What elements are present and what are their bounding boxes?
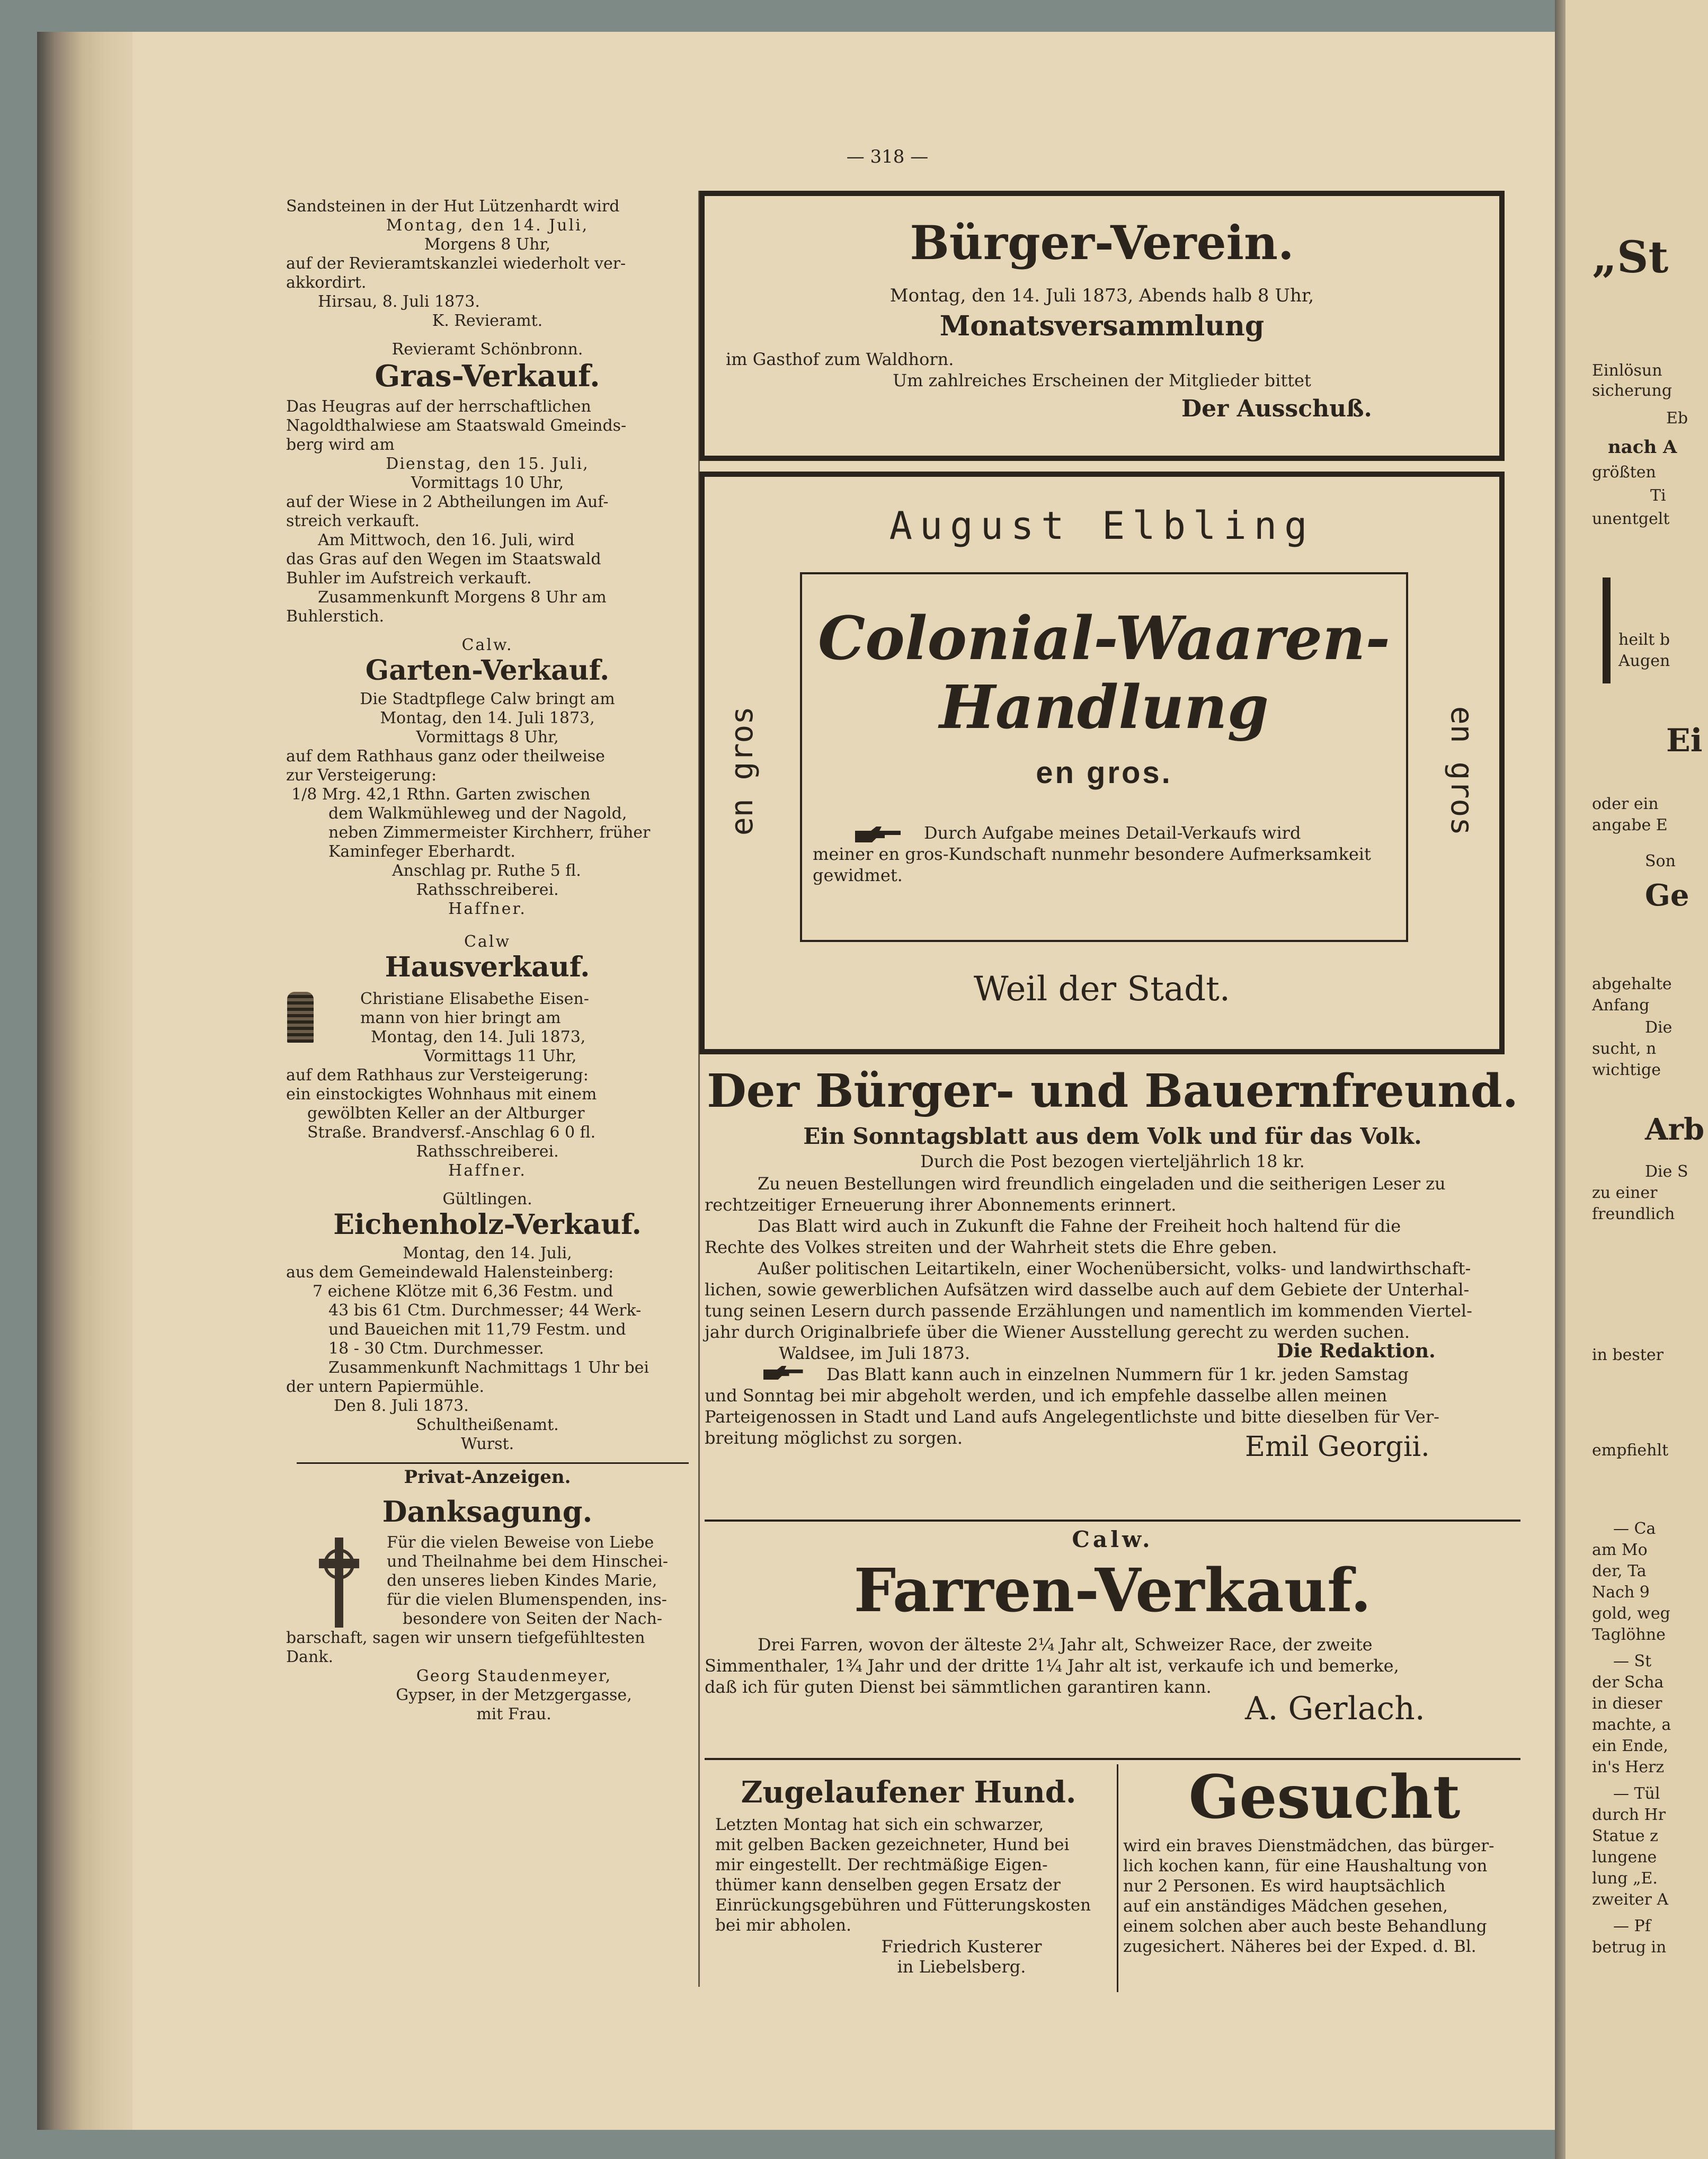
signature: Emil Georgii. — [1245, 1431, 1430, 1463]
signature: Die Redaktion. — [1277, 1340, 1436, 1362]
text-fragment: abgehalte — [1592, 975, 1672, 993]
text-line: Haffner. — [448, 900, 527, 918]
text-line: aus dem Gemeindewald Halensteinberg: — [286, 1263, 614, 1282]
text-fragment: betrug in — [1592, 1938, 1667, 1957]
text-line: 7 eichene Klötze mit 6,36 Festm. und — [313, 1282, 613, 1301]
text-fragment: am Mo — [1592, 1541, 1648, 1559]
text-fragment: sucht, n — [1592, 1039, 1657, 1058]
text-fragment: größten — [1592, 463, 1656, 482]
text-fragment: empfiehlt — [1592, 1441, 1669, 1460]
text-fragment: ein Ende, — [1592, 1737, 1668, 1755]
text-line: für die vielen Blumenspenden, ins- — [387, 1591, 667, 1609]
text-line: zur Versteigerung: — [286, 766, 437, 785]
text-line: auf ein anständiges Mädchen gesehen, — [1123, 1897, 1448, 1916]
signature: Der Ausschuß. — [1181, 395, 1372, 422]
text-fragment: Nach 9 — [1592, 1583, 1650, 1602]
text-line: rechtzeitiger Erneuerung ihrer Abonnements erinnert. — [705, 1195, 1177, 1215]
ad-heading: Eichenholz-Verkauf. — [333, 1209, 642, 1241]
ad-heading: Der Bürger- und Bauernfreund. — [707, 1064, 1518, 1118]
ad-heading: Hausverkauf. — [385, 951, 590, 983]
text-line: breitung möglichst zu sorgen. — [705, 1428, 963, 1448]
cross-icon — [318, 1538, 360, 1628]
text-fragment: nach A — [1608, 437, 1677, 458]
text-line: auf dem Rathhaus ganz oder theilweise — [286, 747, 605, 766]
text-line: Am Mittwoch, den 16. Juli, wird — [318, 531, 575, 549]
text-line: Außer politischen Leitartikeln, einer Wochenübersicht, volks- und landwirthschaft- — [758, 1258, 1471, 1278]
column-divider — [1117, 1764, 1118, 1992]
hund-ad — [705, 1764, 1113, 1992]
text-fragment: Taglöhne — [1592, 1625, 1666, 1644]
text-line: gewölbten Keller an der Altburger — [307, 1104, 585, 1123]
text-fragment: in bester — [1592, 1346, 1663, 1364]
text-line: streich verkauft. — [286, 512, 420, 530]
text-fragment: — Tül — [1613, 1784, 1660, 1803]
text-line: 1/8 Mrg. 42,1 Rthn. Garten zwischen — [291, 785, 591, 804]
text-line: neben Zimmermeister Kirchherr, früher — [328, 823, 651, 842]
ad-subheading: Monatsversammlung — [939, 310, 1265, 342]
text-line: Christiane Elisabethe Eisen- — [360, 990, 589, 1008]
text-line: Um zahlreiches Erscheinen der Mitglieder bittet — [893, 370, 1311, 390]
text-fragment: wichtige — [1592, 1061, 1661, 1079]
text-line: Friedrich Kusterer — [881, 1936, 1042, 1957]
text-line: Parteigenossen in Stadt und Land aufs Angelegentlichste und bitte dieselben für Ver- — [705, 1407, 1439, 1427]
ad-heading: Garten-Verkauf. — [365, 654, 610, 687]
town-name: Weil der Stadt. — [973, 970, 1231, 1009]
text-line: Zu neuen Bestellungen wird freundlich eingeladen und die seitherigen Leser zu — [758, 1174, 1446, 1194]
text-line: barschaft, sagen wir unsern tiefgefühltesten — [286, 1629, 645, 1647]
text-line: 18 - 30 Ctm. Durchmesser. — [328, 1339, 544, 1358]
text-fragment: gold, weg — [1592, 1604, 1670, 1623]
text-fragment: — Ca — [1613, 1520, 1656, 1538]
text-line: auf der Wiese in 2 Abtheilungen im Auf- — [286, 493, 609, 511]
text-line: Das Blatt wird auch in Zukunft die Fahne der Freiheit hoch haltend für die — [758, 1216, 1401, 1236]
text-line: Dank. — [286, 1648, 333, 1666]
text-line: das Gras auf den Wegen im Staatswald — [286, 550, 601, 568]
text-fragment: — Pf — [1613, 1917, 1651, 1935]
text-line: Anschlag pr. Ruthe 5 fl. — [392, 861, 581, 880]
text-line: Den 8. Juli 1873. — [334, 1397, 469, 1415]
text-line: in Liebelsberg. — [897, 1957, 1026, 1977]
text-fragment: heilt b — [1618, 630, 1670, 649]
text-line: Vormittags 11 Uhr, — [424, 1047, 577, 1065]
text-line: dem Walkmühleweg und der Nagold, — [328, 804, 627, 823]
text-fragment: Ti — [1650, 486, 1666, 505]
text-line: Drei Farren, wovon der älteste 2¼ Jahr alt, Schweizer Race, der zweite — [758, 1634, 1373, 1655]
text-line: Sandsteinen in der Hut Lützenhardt wird — [286, 197, 620, 216]
text-line: Hirsau, 8. Juli 1873. — [318, 292, 480, 311]
text-line: den unseres lieben Kindes Marie, — [387, 1571, 657, 1590]
ad-heading: Zugelaufener Hund. — [741, 1775, 1077, 1810]
text-line: Das Blatt kann auch in einzelnen Nummern für 1 kr. jeden Samstag — [826, 1364, 1409, 1384]
text-line: Das Heugras auf der herrschaftlichen — [286, 397, 591, 416]
text-line: Simmenthaler, 1¾ Jahr und der dritte 1¼ Jahr alt ist, verkaufe ich und bemerke, — [705, 1656, 1399, 1676]
place-line: Revieramt Schönbronn. — [392, 340, 583, 359]
bauernfreund-ad — [705, 1065, 1520, 1515]
ad-heading: Gras-Verkauf. — [375, 359, 600, 394]
side-label-left: en gros — [724, 706, 760, 836]
text-line: Rechte des Volkes streiten und der Wahrheit stets die Ehre geben. — [705, 1237, 1277, 1257]
text-line: Die Stadtpflege Calw bringt am — [360, 690, 615, 708]
text-line: Nagoldthalwiese am Staatswald Gmeinds- — [286, 416, 627, 435]
text-fragment: Die S — [1645, 1162, 1688, 1181]
text-line: ein einstockigtes Wohnhaus mit einem — [286, 1085, 597, 1104]
text-line: und Sonntag bei mir abgeholt werden, und ich empfehle dasselbe allen meinen — [705, 1385, 1387, 1406]
text-line: Montag, den 14. Juli 1873, Abends halb 8 Uhr, — [889, 285, 1314, 306]
place-line: Gültlingen. — [442, 1190, 532, 1209]
text-line: mit gelben Backen gezeichneter, Hund bei — [715, 1835, 1070, 1854]
text-fragment: — St — [1613, 1652, 1652, 1671]
text-line: Buhler im Aufstreich verkauft. — [286, 569, 532, 588]
text-line: nur 2 Personen. Es wird hauptsächlich — [1123, 1877, 1446, 1896]
text-fragment: Ei — [1666, 722, 1703, 759]
text-line: tung seinen Lesern durch passende Erzählungen und namentlich im kommenden Viertel- — [705, 1301, 1472, 1321]
buerger-verein-ad — [699, 191, 1505, 461]
book-spine-left — [37, 32, 138, 2130]
text-line: meiner en gros-Kundschaft nunmehr besondere Aufmerksamkeit — [813, 844, 1371, 864]
text-line: berg wird am — [286, 436, 395, 454]
place-line: Calw. — [1072, 1526, 1153, 1552]
place-line: Calw. — [461, 636, 513, 654]
text-fragment: oder ein — [1592, 795, 1659, 813]
merchant-name: August Elbling — [889, 503, 1315, 548]
text-line: Wurst. — [460, 1435, 514, 1453]
text-line: Letzten Montag hat sich ein schwarzer, — [715, 1815, 1044, 1834]
text-line: Dienstag, den 15. Juli, — [386, 455, 589, 473]
text-fragment: durch Hr — [1592, 1806, 1666, 1824]
text-line: Buhlerstich. — [286, 607, 385, 626]
text-line: Kaminfeger Eberhardt. — [328, 842, 515, 861]
pointing-hand-icon — [763, 1366, 805, 1380]
text-line: Montag, den 14. Juli, — [403, 1244, 572, 1263]
ad-heading: Handlung — [939, 673, 1269, 742]
elbling-inner-frame — [800, 572, 1408, 942]
text-fragment: lungene — [1592, 1848, 1657, 1867]
text-line: Vormittags 10 Uhr, — [411, 474, 564, 492]
text-line: thümer kann denselben gegen Ersatz der — [715, 1876, 1061, 1895]
text-fragment: „St — [1592, 232, 1669, 283]
text-line: Zusammenkunft Morgens 8 Uhr am — [318, 588, 607, 607]
side-label-right: en gros — [1444, 706, 1480, 836]
text-line: daß ich für guten Dienst bei sämmtlichen garantiren kann. — [705, 1677, 1212, 1697]
text-line: lich kochen kann, für eine Haushaltung von — [1123, 1856, 1488, 1876]
text-line: gewidmet. — [813, 865, 903, 885]
text-line: Waldsee, im Juli 1873. — [779, 1343, 970, 1363]
section-heading: Privat-Anzeigen. — [404, 1467, 571, 1488]
text-fragment: Die — [1645, 1018, 1673, 1037]
signature: A. Gerlach. — [1245, 1690, 1425, 1727]
text-fragment: Eb — [1666, 409, 1688, 428]
text-fragment: Son — [1645, 852, 1676, 870]
text-line: Vormittags 8 Uhr, — [416, 728, 559, 747]
text-line: Einrückungsgebühren und Fütterungskosten — [715, 1896, 1091, 1915]
gesucht-ad — [1123, 1764, 1526, 1992]
text-line: zugesichert. Näheres bei der Exped. d. Bl. — [1123, 1937, 1476, 1956]
text-line: besondere von Seiten der Nach- — [403, 1610, 662, 1628]
text-line: Gypser, in der Metzgergasse, — [396, 1686, 632, 1704]
text-line: Montag, den 14. Juli 1873, — [371, 1028, 586, 1046]
section-rule — [705, 1758, 1520, 1760]
text-line: mit Frau. — [476, 1705, 551, 1723]
text-line: Zusammenkunft Nachmittags 1 Uhr bei — [328, 1358, 650, 1377]
text-line: mann von hier bringt am — [360, 1009, 561, 1027]
text-fragment: Ge — [1645, 878, 1689, 913]
text-line: auf dem Rathhaus zur Versteigerung: — [286, 1066, 589, 1085]
text-line: Haffner. — [448, 1161, 527, 1180]
text-fragment: unentgelt — [1592, 510, 1670, 528]
text-fragment: in's Herz — [1592, 1758, 1665, 1776]
text-line: mir eingestellt. Der rechtmäßige Eigen- — [715, 1855, 1048, 1874]
text-line: K. Revieramt. — [432, 312, 543, 330]
text-line: 43 bis 61 Ctm. Durchmesser; 44 Werk- — [328, 1301, 642, 1320]
text-line: akkordirt. — [286, 273, 367, 292]
frame-edge — [1603, 577, 1611, 683]
ad-heading: Bürger-Verein. — [910, 215, 1294, 270]
text-fragment: Einlösun — [1592, 361, 1662, 380]
ad-heading: Colonial-Waaren- — [818, 604, 1390, 673]
ad-subheading: Ein Sonntagsblatt aus dem Volk und für das Volk. — [803, 1123, 1422, 1149]
text-fragment: freundlich — [1592, 1205, 1675, 1223]
text-fragment: in dieser — [1592, 1694, 1662, 1713]
section-rule — [297, 1462, 689, 1464]
text-line: bei mir abholen. — [715, 1916, 851, 1935]
text-line: Georg Staudenmeyer, — [416, 1667, 612, 1685]
text-fragment: zu einer — [1592, 1184, 1658, 1202]
text-fragment: der Scha — [1592, 1673, 1664, 1692]
text-fragment: angabe E — [1592, 816, 1668, 834]
place-line: Calw — [464, 932, 511, 951]
text-fragment: sicherung — [1592, 381, 1673, 400]
text-line: Rathsschreiberei. — [416, 881, 559, 899]
text-line: Montag, den 14. Juli 1873, — [380, 709, 595, 727]
text-line: Morgens 8 Uhr, — [424, 235, 551, 254]
text-fragment: lung „E. — [1592, 1869, 1658, 1888]
text-line: auf der Revieramtskanzlei wiederholt ver- — [286, 254, 626, 273]
text-fragment: Anfang — [1592, 996, 1650, 1015]
page-number: — 318 — — [846, 146, 929, 167]
text-fragment: machte, a — [1592, 1716, 1671, 1734]
text-fragment: Arb — [1645, 1112, 1705, 1147]
text-line: Straße. Brandversf.-Anschlag 6 0 fl. — [307, 1123, 596, 1142]
pointing-hand-icon — [855, 827, 903, 842]
text-line: und Baueichen mit 11,79 Festm. und — [328, 1320, 626, 1339]
text-line: Montag, den 14. Juli, — [386, 216, 589, 235]
text-line: jahr durch Originalbriefe über die Wiener Ausstellung gerecht zu werden suchen. — [705, 1322, 1410, 1342]
text-line: und Theilnahme bei dem Hinschei- — [387, 1552, 669, 1571]
elbling-ad — [699, 472, 1505, 1054]
text-line: Für die vielen Beweise von Liebe — [387, 1533, 654, 1552]
next-page-fragments — [1565, 0, 1708, 2159]
text-fragment: Augen — [1618, 652, 1670, 670]
text-line: Rathsschreiberei. — [416, 1142, 559, 1161]
farren-ad — [705, 1521, 1520, 1759]
text-line: Durch die Post bezogen vierteljährlich 18 kr. — [920, 1151, 1305, 1171]
text-line: lichen, sowie gewerblichen Aufsätzen wird dasselbe auch auf dem Gebiete der Unterhal- — [705, 1280, 1470, 1300]
ad-heading: Gesucht — [1188, 1763, 1461, 1832]
text-line: einem solchen aber auch beste Behandlung — [1123, 1917, 1487, 1936]
house-icon — [287, 992, 314, 1043]
text-line: Schultheißenamt. — [416, 1416, 559, 1434]
text-fragment: Statue z — [1592, 1827, 1658, 1845]
text-line: wird ein braves Dienstmädchen, das bürger- — [1123, 1836, 1494, 1855]
text-line: Durch Aufgabe meines Detail-Verkaufs wird — [924, 823, 1301, 843]
text-line: im Gasthof zum Waldhorn. — [726, 349, 954, 369]
ad-heading: Danksagung. — [382, 1495, 593, 1529]
ad-heading: Farren-Verkauf. — [853, 1556, 1372, 1625]
text-fragment: zweiter A — [1592, 1890, 1669, 1909]
text-line: der untern Papiermühle. — [286, 1378, 485, 1396]
ad-subheading: en gros. — [1036, 756, 1172, 790]
text-fragment: der, Ta — [1592, 1562, 1647, 1580]
